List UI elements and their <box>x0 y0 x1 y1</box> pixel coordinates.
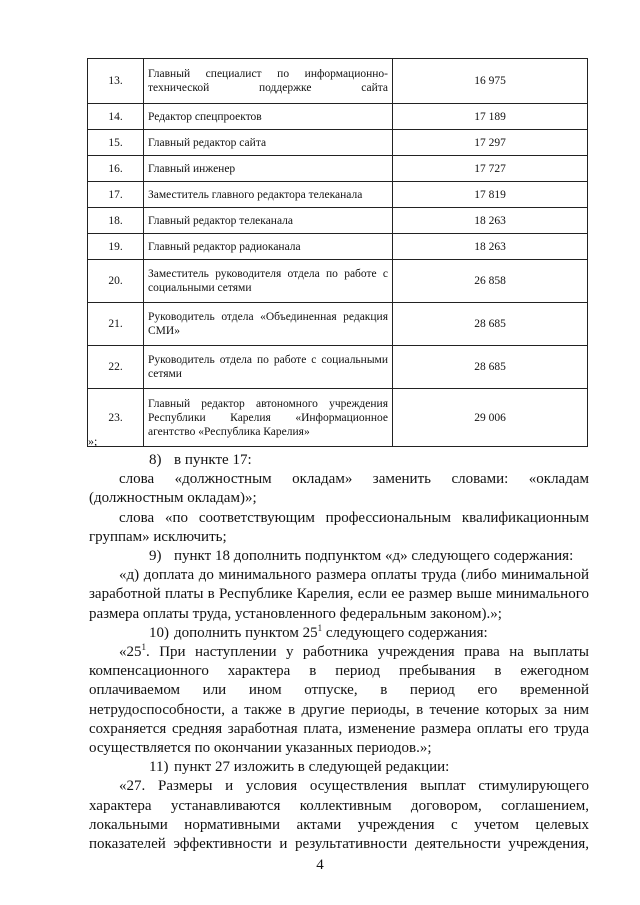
item-8 <box>89 451 589 470</box>
row-number: 15. <box>88 130 144 156</box>
item-8-paragraph-a: слова «должностным окладам» заменить словами: «окладам (должностным окладам)»; <box>89 471 589 507</box>
table-row <box>88 59 588 104</box>
row-number: 23. <box>88 389 144 447</box>
row-number: 22. <box>88 346 144 389</box>
item-11-text: пункт 27 изложить в следующей редакции: <box>174 759 450 776</box>
item-10-quote-start: «25 <box>119 644 142 661</box>
item-9 <box>89 547 589 566</box>
amendment-text <box>89 451 589 854</box>
item-10-text-end: следующего содержания: <box>322 624 488 641</box>
table-row <box>88 389 588 447</box>
position-title: Заместитель руководителя отдела по работе с социальными сетями <box>144 260 393 303</box>
table-row <box>88 130 588 156</box>
item-8-paragraph-b: слова «по соответствующим профессиональным квалификационным группам» исключить; <box>89 509 589 545</box>
position-title: Руководитель отдела по работе с социальными сетями <box>144 346 393 389</box>
position-title: Главный инженер <box>144 156 393 182</box>
item-9-quote: «д) доплата до минимального размера оплаты труда (либо минимальной заработной платы в Республике Карелия, если ее размер выше минимального размера оплаты труда, установленного федеральным законом).»; <box>89 567 589 622</box>
salary-amount: 28 685 <box>393 346 588 389</box>
position-title: Главный специалист по информационно-технической поддержке сайта <box>144 59 393 104</box>
position-title: Редактор спецпроектов <box>144 104 393 130</box>
item-10 <box>89 624 589 643</box>
row-number: 19. <box>88 234 144 260</box>
row-number: 17. <box>88 182 144 208</box>
item-10-superscript: 1 <box>317 622 323 633</box>
row-number: 13. <box>88 59 144 104</box>
table-row <box>88 303 588 346</box>
salary-table <box>87 58 588 447</box>
item-10-label: 10) <box>149 624 169 641</box>
row-number: 20. <box>88 260 144 303</box>
row-number: 18. <box>88 208 144 234</box>
row-number: 16. <box>88 156 144 182</box>
salary-amount: 17 819 <box>393 182 588 208</box>
salary-amount: 17 189 <box>393 104 588 130</box>
table-row <box>88 182 588 208</box>
position-title: Руководитель отдела «Объединенная редакция СМИ» <box>144 303 393 346</box>
table-row <box>88 346 588 389</box>
table-row <box>88 156 588 182</box>
position-title: Главный редактор радиоканала <box>144 234 393 260</box>
salary-amount: 26 858 <box>393 260 588 303</box>
row-number: 14. <box>88 104 144 130</box>
position-title: Главный редактор автономного учреждения Республики Карелия «Информационное агентство «Республика Карелия» <box>144 389 393 447</box>
item-10-quote <box>89 643 589 758</box>
salary-amount: 16 975 <box>393 59 588 104</box>
item-10-text-start: дополнить пунктом 25 <box>174 624 318 641</box>
position-title: Заместитель главного редактора телеканала <box>144 182 393 208</box>
position-title: Главный редактор сайта <box>144 130 393 156</box>
salary-amount: 29 006 <box>393 389 588 447</box>
item-10-quote-superscript: 1 <box>141 642 146 653</box>
position-title: Главный редактор телеканала <box>144 208 393 234</box>
item-11-quote: «27. Размеры и условия осуществления выплат стимулирующего характера устанавливаются коллективным договором, соглашением, локальными нормативными актами учреждения с учетом целевых показателей эффективности и результативности деятельности учреждения, <box>89 778 589 853</box>
table-body <box>88 59 588 447</box>
item-11 <box>89 758 589 777</box>
table-closing-quote: »; <box>88 434 98 448</box>
table-row <box>88 208 588 234</box>
table-row <box>88 104 588 130</box>
item-8-label: 8) <box>149 452 162 468</box>
item-11-label: 11) <box>149 759 169 776</box>
page-number: 4 <box>316 857 324 873</box>
item-8-text: в пункте 17: <box>174 452 252 468</box>
table-row <box>88 260 588 303</box>
item-9-label: 9) <box>149 548 162 565</box>
salary-amount: 18 263 <box>393 208 588 234</box>
salary-amount: 17 297 <box>393 130 588 156</box>
item-10-quote-body: . При наступлении у работника учреждения права на выплаты компенсационного характера в период пребывания в ежегодном оплачиваемом или ином отпуске, в период его временной нетрудоспособности, а также в другие периоды, в течение которых за ним сохраняется средняя заработная плата, изменение размера оплаты его труда осуществляется по окончании указанных периодов.»; <box>89 644 589 757</box>
item-9-text: пункт 18 дополнить подпунктом «д» следующего содержания: <box>174 548 574 565</box>
salary-amount: 28 685 <box>393 303 588 346</box>
row-number: 21. <box>88 303 144 346</box>
salary-amount: 17 727 <box>393 156 588 182</box>
table-row <box>88 234 588 260</box>
salary-amount: 18 263 <box>393 234 588 260</box>
